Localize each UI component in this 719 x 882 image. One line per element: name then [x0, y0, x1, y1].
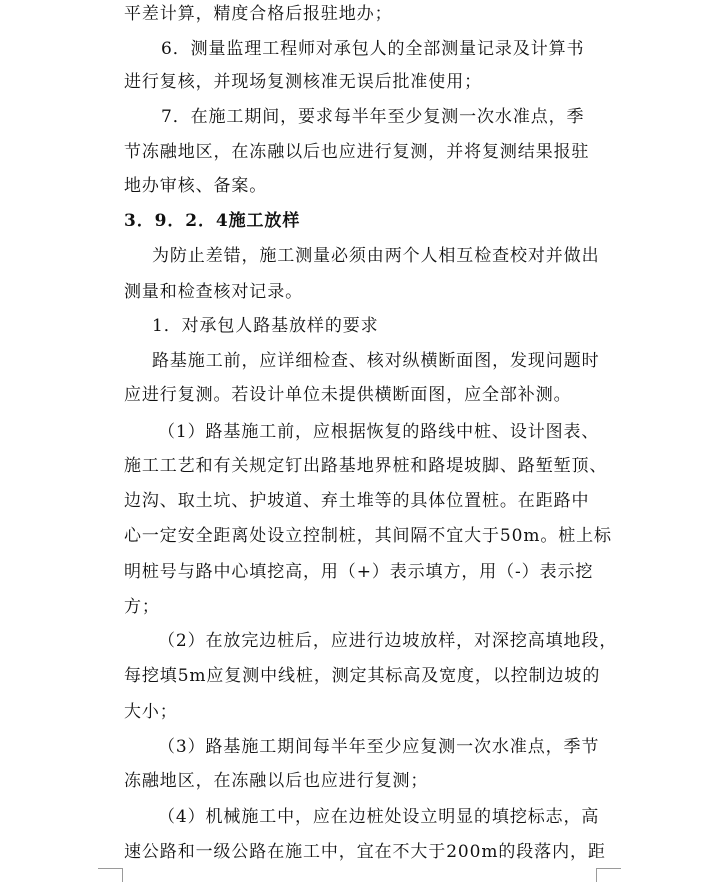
text-line: 心一定安全距离处设立控制桩，其间隔不宜大于50m。桩上标 — [124, 526, 612, 546]
section-heading: 3．9．2．4施工放样 — [124, 211, 301, 231]
text-line: 施工工艺和有关规定钉出路基地界桩和路堤坡脚、路堑堑顶、 — [124, 456, 608, 476]
text-line: 大小； — [124, 702, 178, 722]
text-line: 7．在施工期间，要求每半年至少复测一次水准点，季 — [161, 107, 585, 127]
text-line: 节冻融地区，在冻融以后也应进行复测，并将复测结果报驻 — [124, 142, 590, 162]
text-line: （2）在放完边桩后，应进行边坡放样，对深挖高填地段， — [158, 631, 618, 651]
page-crop-mark-right — [596, 868, 621, 882]
page-crop-mark-left — [98, 868, 123, 882]
text-line: 应进行复测。若设计单位未提供横断面图，应全部补测。 — [124, 385, 572, 405]
text-line: （1）路基施工前，应根据恢复的路线中桩、设计图表、 — [158, 422, 600, 442]
text-line: 为防止差错，施工测量必须由两个人相互检查校对并做出 — [152, 246, 600, 266]
text-line: 方； — [124, 597, 160, 617]
text-line: 进行复核，并现场复测核准无误后批准使用； — [124, 72, 482, 92]
text-line: 每挖填5m应复测中线桩，测定其标高及宽度，以控制边坡的 — [124, 666, 601, 686]
text-line: 测量和检查核对记录。 — [124, 282, 303, 302]
text-line: 地办审核、备案。 — [124, 176, 268, 196]
text-line: 明桩号与路中心填挖高，用（+）表示填方，用（-）表示挖 — [124, 562, 594, 582]
text-line: 冻融地区，在冻融以后也应进行复测； — [124, 771, 429, 791]
text-line: 6．测量监理工程师对承包人的全部测量记录及计算书 — [161, 39, 585, 59]
text-line: 路基施工前，应详细检查、核对纵横断面图，发现问题时 — [152, 351, 600, 371]
text-line: 平差计算，精度合格后报驻地办； — [124, 4, 393, 24]
text-line: （3）路基施工期间每半年至少应复测一次水准点，季节 — [158, 737, 600, 757]
text-line: （4）机械施工中，应在边桩处设立明显的填挖标志，高 — [158, 807, 600, 827]
subheading: 1．对承包人路基放样的要求 — [152, 316, 379, 336]
text-line: 速公路和一级公路在施工中，宜在不大于200m的段落内，距 — [124, 842, 606, 862]
text-line: 边沟、取土坑、护坡道、弃土堆等的具体位置桩。在距路中 — [124, 491, 590, 511]
